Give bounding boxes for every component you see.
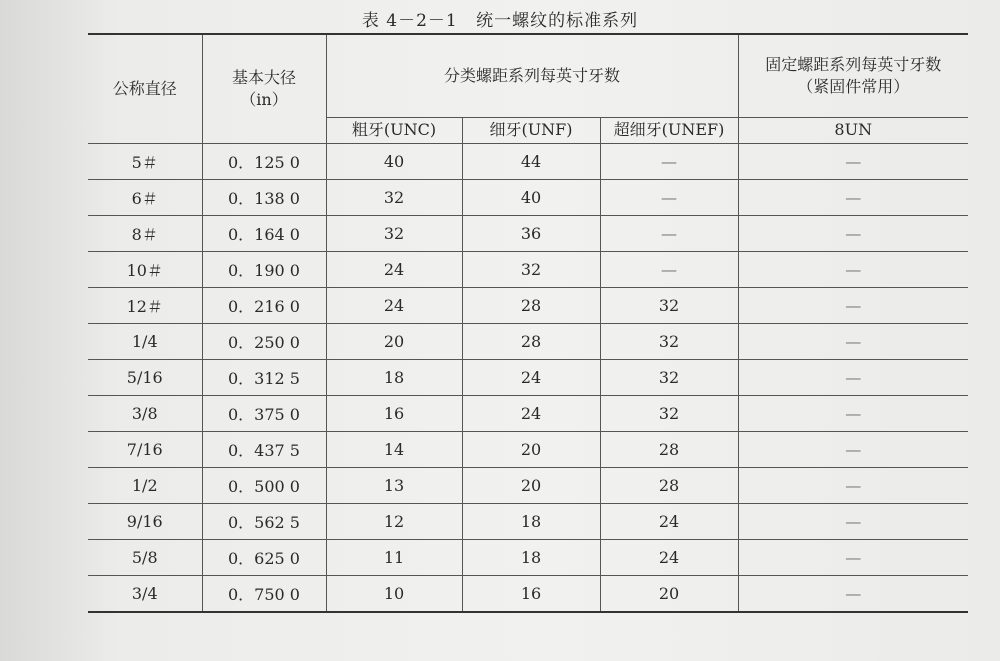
cell-8un: — [738,539,968,575]
cell-unf: 40 [462,179,600,215]
cell-major: 0．190 0 [202,251,326,287]
cell-nominal: 3/4 [88,575,202,612]
cell-unc: 12 [326,503,462,539]
cell-unef: 32 [600,323,738,359]
cell-unc: 10 [326,575,462,612]
header-nominal-diameter: 公称直径 [88,34,202,143]
cell-nominal: 6＃ [88,179,202,215]
cell-unf: 44 [462,143,600,179]
cell-unef: 28 [600,467,738,503]
cell-nominal: 5/16 [88,359,202,395]
cell-unc: 32 [326,179,462,215]
cell-nominal: 10＃ [88,251,202,287]
header-graded-pitch-series: 分类螺距系列每英寸牙数 [326,34,738,117]
cell-unc: 24 [326,287,462,323]
cell-unf: 20 [462,467,600,503]
cell-unf: 28 [462,287,600,323]
table-caption [0,6,1000,31]
cell-major: 0．312 5 [202,359,326,395]
cell-major: 0．125 0 [202,143,326,179]
cell-unc: 11 [326,539,462,575]
cell-unef: — [600,179,738,215]
cell-8un: — [738,287,968,323]
cell-unc: 40 [326,143,462,179]
cell-major: 0．750 0 [202,575,326,612]
cell-major: 0．562 5 [202,503,326,539]
cell-unef: — [600,143,738,179]
cell-8un: — [738,395,968,431]
cell-major: 0．437 5 [202,431,326,467]
cell-nominal: 5/8 [88,539,202,575]
cell-major: 0．625 0 [202,539,326,575]
cell-8un: — [738,503,968,539]
cell-nominal: 5＃ [88,143,202,179]
table-row [88,143,968,179]
cell-unc: 13 [326,467,462,503]
cell-8un: — [738,179,968,215]
table-row [88,539,968,575]
table-row [88,251,968,287]
cell-8un: — [738,215,968,251]
cell-unef: 32 [600,287,738,323]
cell-unef: 24 [600,503,738,539]
cell-nominal: 9/16 [88,503,202,539]
thread-series-table [88,33,968,613]
cell-unf: 16 [462,575,600,612]
cell-8un: — [738,143,968,179]
header-fine-unf: 细牙(UNF) [462,117,600,143]
cell-8un: — [738,467,968,503]
table-row [88,467,968,503]
table-row [88,503,968,539]
cell-unef: 20 [600,575,738,612]
cell-unef: 32 [600,359,738,395]
cell-unef: — [600,251,738,287]
cell-unf: 32 [462,251,600,287]
cell-major: 0．216 0 [202,287,326,323]
cell-unf: 20 [462,431,600,467]
header-basic-major-unit: （in） [240,89,288,109]
cell-8un: — [738,431,968,467]
cell-major: 0．500 0 [202,467,326,503]
table-row [88,179,968,215]
table-title: 统一螺纹的标准系列 [476,11,639,31]
cell-nominal: 1/2 [88,467,202,503]
header-row-1 [88,34,968,117]
cell-unef: 32 [600,395,738,431]
header-extra-fine-unef: 超细牙(UNEF) [600,117,738,143]
cell-unf: 28 [462,323,600,359]
cell-unf: 36 [462,215,600,251]
cell-unf: 18 [462,539,600,575]
cell-unf: 24 [462,395,600,431]
cell-nominal: 8＃ [88,215,202,251]
cell-unf: 24 [462,359,600,395]
cell-major: 0．164 0 [202,215,326,251]
table-row [88,359,968,395]
cell-unc: 16 [326,395,462,431]
cell-unc: 18 [326,359,462,395]
cell-major: 0．138 0 [202,179,326,215]
cell-nominal: 1/4 [88,323,202,359]
table-row [88,287,968,323]
header-constant-line1: 固定螺距系列每英寸牙数 [765,54,942,74]
header-constant-line2: （紧固件常用） [797,76,910,96]
cell-8un: — [738,251,968,287]
cell-major: 0．375 0 [202,395,326,431]
cell-nominal: 12＃ [88,287,202,323]
cell-unef: — [600,215,738,251]
cell-unef: 28 [600,431,738,467]
cell-nominal: 7/16 [88,431,202,467]
cell-nominal: 3/8 [88,395,202,431]
table-row [88,215,968,251]
cell-8un: — [738,359,968,395]
table-number: 表 4－2－1 [361,11,458,31]
table-row [88,575,968,612]
header-coarse-unc: 粗牙(UNC) [326,117,462,143]
cell-unf: 18 [462,503,600,539]
header-8un: 8UN [738,117,968,143]
cell-unc: 14 [326,431,462,467]
cell-unc: 24 [326,251,462,287]
table-row [88,431,968,467]
cell-unef: 24 [600,539,738,575]
cell-unc: 20 [326,323,462,359]
cell-8un: — [738,323,968,359]
cell-major: 0．250 0 [202,323,326,359]
header-constant-pitch-series [738,34,968,117]
table-row [88,395,968,431]
table-row [88,323,968,359]
header-basic-major-diameter [202,34,326,143]
cell-unc: 32 [326,215,462,251]
header-basic-major-label: 基本大径 [231,67,296,87]
cell-8un: — [738,575,968,612]
